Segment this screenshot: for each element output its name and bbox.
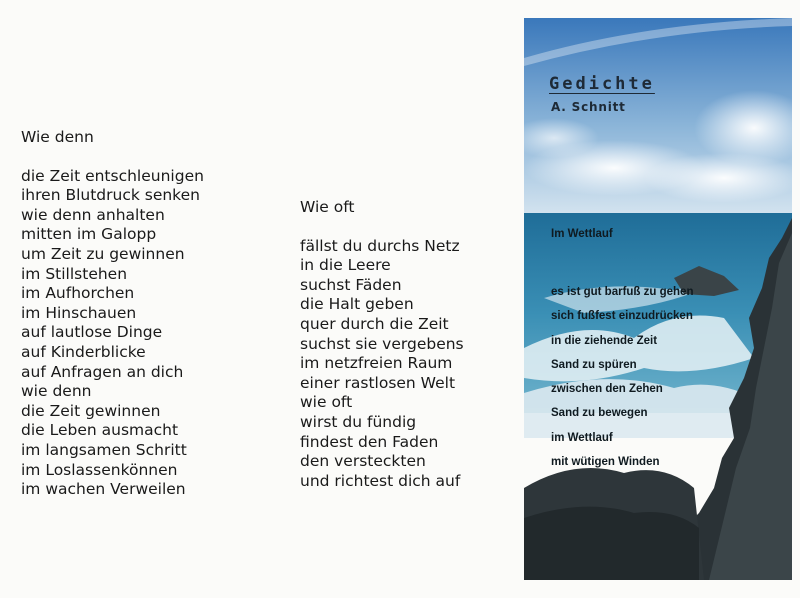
- poem-line: im wachen Verweilen: [21, 480, 186, 499]
- poem-lines: [21, 167, 204, 500]
- poem-line: ihren Blutdruck senken: [21, 186, 200, 205]
- poem-line: auf Anfragen an dich: [21, 362, 184, 381]
- poem-line: findest den Faden: [300, 432, 439, 451]
- poem-line: die Zeit entschleunigen: [21, 166, 204, 185]
- cover-image-panel: [524, 18, 792, 580]
- poem-line: quer durch die Zeit: [300, 314, 449, 333]
- poem-line: wie oft: [300, 393, 353, 412]
- poem-line: einer rastlosen Welt: [300, 373, 456, 392]
- poem-lines: [300, 237, 464, 492]
- poem-line: zwischen den Zehen: [551, 383, 663, 396]
- poem-line: im Loslassenkönnen: [21, 460, 178, 479]
- poem-wie-denn: [21, 128, 204, 500]
- poem-line: auf lautlose Dinge: [21, 323, 163, 342]
- poem-line: den versteckten: [300, 452, 426, 471]
- poem-title: Wie denn: [21, 128, 94, 146]
- cover-poem-lines: [551, 280, 693, 474]
- poem-line: Sand zu bewegen: [551, 407, 648, 420]
- poem-line: und richtest dich auf: [300, 471, 461, 490]
- cover-title: Gedichte: [549, 74, 655, 94]
- poem-line: im Wettlauf: [551, 431, 613, 444]
- poem-line: Sand zu spüren: [551, 358, 637, 371]
- cover-section-title: Im Wettlauf: [551, 228, 613, 240]
- poem-line: auf Kinderblicke: [21, 342, 146, 361]
- poem-line: wirst du fündig: [300, 412, 417, 431]
- poem-line: in die Leere: [300, 256, 391, 275]
- poem-wie-oft: [300, 198, 464, 491]
- poem-line: im netzfreien Raum: [300, 354, 453, 373]
- poem-line: wie denn anhalten: [21, 205, 165, 224]
- poem-line: im Aufhorchen: [21, 284, 135, 303]
- poem-line: im Hinschauen: [21, 303, 137, 322]
- poem-line: mit wütigen Winden: [551, 456, 660, 469]
- poem-line: sich fußfest einzudrücken: [551, 310, 693, 323]
- poem-line: die Leben ausmacht: [21, 421, 179, 440]
- poem-line: im Stillstehen: [21, 264, 128, 283]
- cover-author: A. Schnitt: [551, 100, 626, 114]
- poem-line: in die ziehende Zeit: [551, 334, 658, 347]
- poem-line: es ist gut barfuß zu gehen: [551, 286, 694, 298]
- poem-line: suchst sie vergebens: [300, 334, 464, 353]
- poem-line: suchst Fäden: [300, 275, 402, 294]
- poem-line: um Zeit zu gewinnen: [21, 244, 185, 263]
- poem-line: mitten im Galopp: [21, 225, 157, 244]
- poem-line: fällst du durchs Netz: [300, 236, 460, 255]
- poem-title: Wie oft: [300, 198, 355, 216]
- poem-line: die Halt geben: [300, 295, 414, 314]
- poem-line: im langsamen Schritt: [21, 440, 187, 459]
- poem-line: die Zeit gewinnen: [21, 401, 161, 420]
- poem-line: wie denn: [21, 382, 92, 401]
